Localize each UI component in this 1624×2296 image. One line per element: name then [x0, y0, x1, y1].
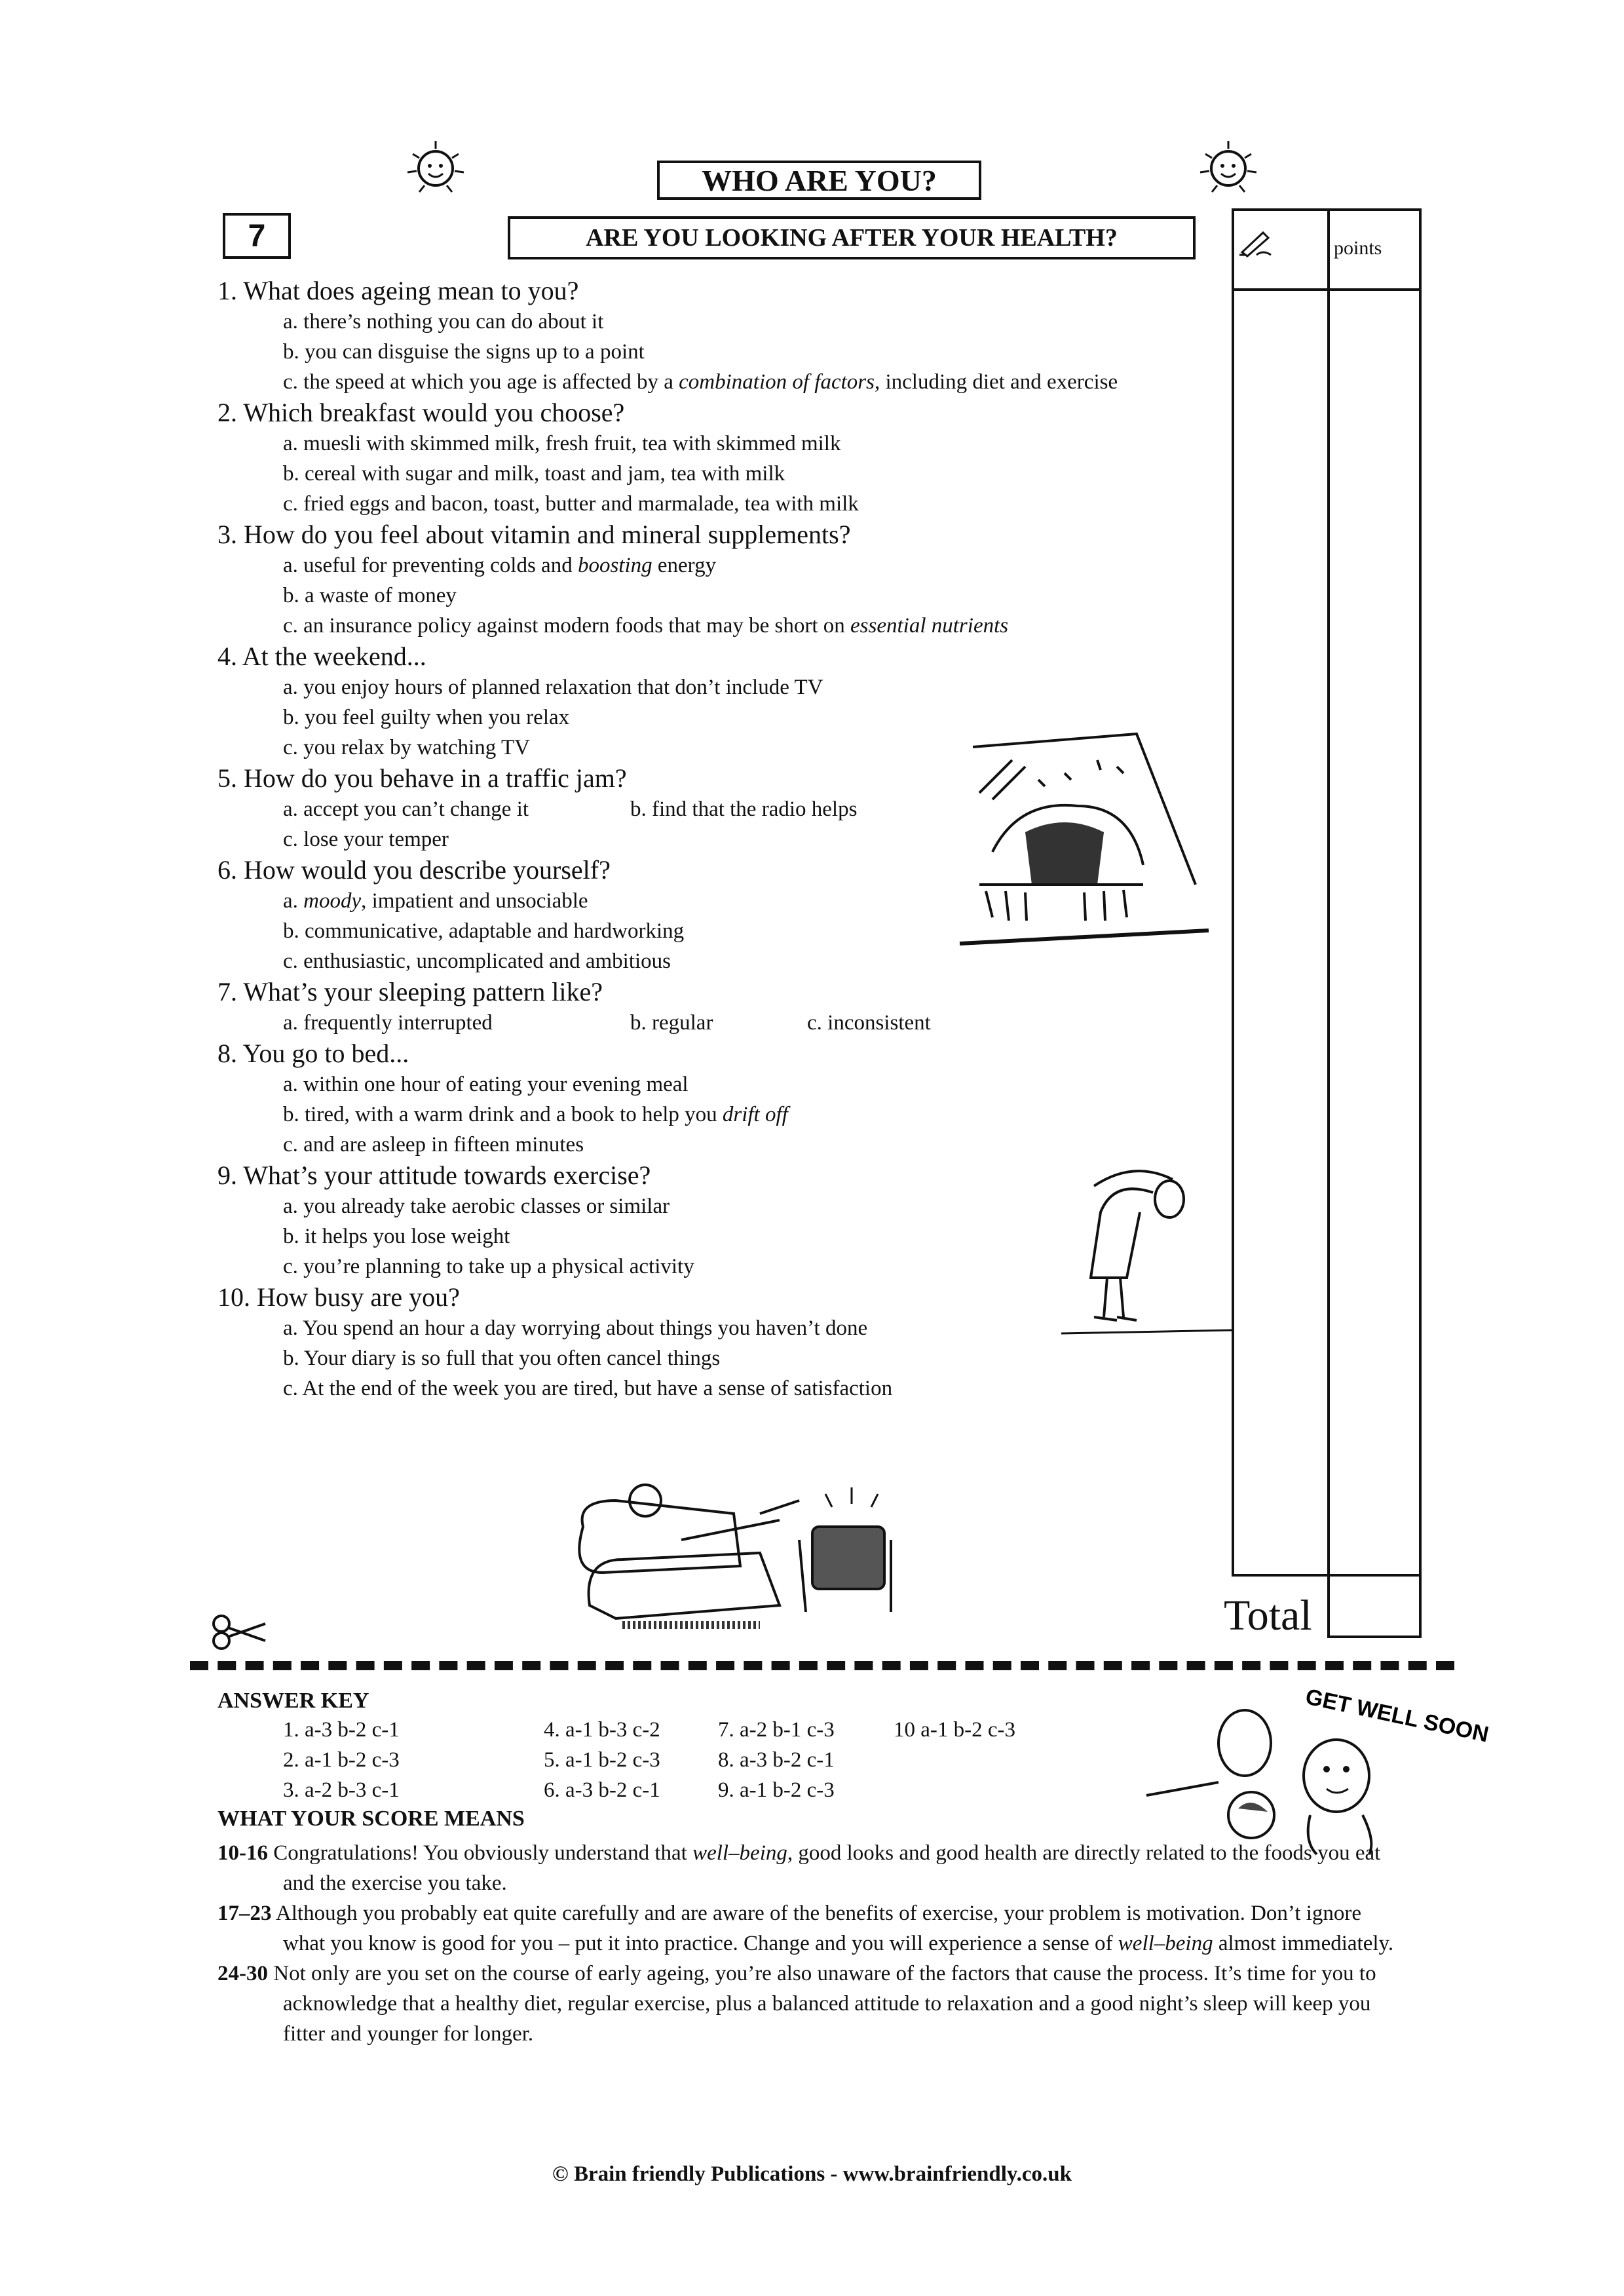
answer-key-item: 2. a-1 b-2 c-3: [283, 1748, 400, 1772]
cut-line: [190, 1661, 1454, 1670]
answer-key-item: 3. a-2 b-3 c-1: [283, 1778, 400, 1802]
answer-key-item: 5. a-1 b-2 c-3: [544, 1748, 660, 1772]
answer-key-item: 6. a-3 b-2 c-1: [544, 1778, 660, 1802]
question-text: 3. How do you feel about vitamin and mineral supplements?: [217, 520, 851, 549]
answer-option[interactable]: [283, 946, 1226, 976]
page-title: WHO ARE YOU?: [657, 161, 981, 200]
answer-option[interactable]: [283, 367, 1226, 397]
answer-key-item: 10 a-1 b-2 c-3: [894, 1718, 1016, 1742]
score-meanings: [217, 1838, 1403, 2049]
score-range: 10-16: [217, 1841, 268, 1865]
question-text: 9. What’s your attitude towards exercise?: [217, 1160, 651, 1190]
option-text: b. cereal with sugar and milk, toast and jam, tea with milk: [283, 462, 785, 486]
option-text: b. it helps you lose weight: [283, 1225, 510, 1248]
worksheet-subtitle: ARE YOU LOOKING AFTER YOUR HEALTH?: [508, 216, 1196, 259]
worksheet-number: 7: [223, 213, 291, 259]
answer-option[interactable]: [283, 1100, 1226, 1130]
answer-option[interactable]: [283, 1343, 1226, 1373]
option-text: a. You spend an hour a day worrying about things you haven’t done: [283, 1316, 868, 1340]
option-text: b. tired, with a warm drink and a book to help you: [283, 1103, 723, 1126]
answer-option[interactable]: a. frequently interrupted: [283, 1011, 493, 1035]
option-text: a. muesli with skimmed milk, fresh fruit, tea with skimmed milk: [283, 432, 841, 455]
answer-option[interactable]: [283, 1373, 1226, 1404]
score-range-description: [217, 1959, 1403, 2049]
answer-option[interactable]: a. accept you can’t change it: [283, 797, 529, 821]
answer-option[interactable]: [283, 611, 1226, 641]
emphasized-text: combination of factors: [679, 370, 875, 394]
sun-face-icon-left: [400, 134, 472, 200]
score-range: 17–23: [217, 1902, 272, 1925]
traffic-jam-driver-illustration: [934, 721, 1222, 950]
option-text: a. there’s nothing you can do about it: [283, 310, 604, 334]
option-text: b. communicative, adaptable and hardworking: [283, 919, 685, 943]
answer-option[interactable]: [283, 672, 1226, 702]
option-text: c. At the end of the week you are tired, but have a sense of satisfaction: [283, 1377, 893, 1400]
answer-option[interactable]: [283, 581, 1226, 611]
answer-key-item: 4. a-1 b-3 c-2: [544, 1718, 660, 1742]
sun-face-icon-right: [1192, 134, 1264, 200]
total-label: Total: [1224, 1592, 1312, 1639]
description-text: Although you probably eat quite carefully and are aware of the benefits of exercise, your problem is motivation. Don’t ignore what you know is good for you – put it into practice. Change and you will experience a sense of: [271, 1902, 1362, 1955]
score-range: 24-30: [217, 1962, 268, 1985]
get-well-soon-illustration: [1140, 1671, 1491, 1854]
option-text: c. an insurance policy against modern foods that may be short on: [283, 614, 851, 638]
get-well-soon-text: GET WELL SOON: [1303, 1684, 1491, 1748]
score-range-description: [217, 1838, 1403, 1898]
answer-key-item: 7. a-2 b-1 c-3: [718, 1718, 835, 1742]
points-column-label: points: [1334, 237, 1382, 259]
question-text: 4. At the weekend...: [217, 641, 426, 671]
description-text: Not only are you set on the course of early ageing, you’re also unaware of the factors that cause the process. It’s time for you to acknowledge that a healthy diet, regular exercise, plus a balanced attitude to relaxation and a good night’s sleep will keep you fitter and younger for longer.: [268, 1962, 1376, 2046]
answer-key-item: 8. a-3 b-2 c-1: [718, 1748, 835, 1772]
option-text: energy: [652, 554, 717, 577]
question-text: 1. What does ageing mean to you?: [217, 276, 579, 305]
question-text: 8. You go to bed...: [217, 1039, 409, 1068]
score-meaning-title: WHAT YOUR SCORE MEANS: [217, 1807, 525, 1831]
option-row: [217, 1008, 1226, 1038]
answer-option[interactable]: [283, 337, 1226, 367]
answer-option[interactable]: [283, 459, 1226, 489]
scissors-icon: [210, 1612, 269, 1651]
option-text: a. within one hour of eating your evening meal: [283, 1073, 689, 1096]
option-text: c. you’re planning to take up a physical activity: [283, 1255, 694, 1278]
description-text: almost immediately.: [1213, 1932, 1394, 1955]
option-text: c. the speed at which you age is affected by a: [283, 370, 679, 394]
option-text: b. Your diary is so full that you often cancel things: [283, 1347, 721, 1370]
answer-option[interactable]: [283, 489, 1226, 519]
answer-option[interactable]: c. inconsistent: [807, 1011, 931, 1035]
emphasized-text: well–being: [1118, 1932, 1213, 1955]
answer-option[interactable]: b. find that the radio helps: [630, 797, 858, 821]
couch-tv-illustration: [563, 1474, 930, 1645]
answer-key-title: ANSWER KEY: [217, 1689, 369, 1713]
option-text: , impatient and unsociable: [361, 889, 588, 913]
option-text: b. you can disguise the signs up to a point: [283, 340, 645, 364]
answer-option[interactable]: b. regular: [630, 1011, 713, 1035]
pen-writing-icon: [1237, 226, 1276, 259]
emphasized-text: well–being: [692, 1841, 787, 1865]
option-text: a. you enjoy hours of planned relaxation that don’t include TV: [283, 676, 823, 699]
option-text: c. you relax by watching TV: [283, 736, 530, 759]
answer-option[interactable]: [283, 429, 1226, 459]
score-range-description: [217, 1898, 1403, 1959]
question-text: 10. How busy are you?: [217, 1282, 460, 1312]
footer-copyright: © Brain friendly Publications - www.brainfriendly.co.uk: [552, 2162, 1072, 2186]
option-text: a. useful for preventing colds and: [283, 554, 578, 577]
option-text: c. and are asleep in fifteen minutes: [283, 1133, 584, 1157]
answer-option[interactable]: [283, 1069, 1226, 1100]
description-text: Congratulations! You obviously understand that: [268, 1841, 693, 1865]
description-text: , good looks and good health are directly related to the foods you eat and the exercise you take.: [283, 1841, 1381, 1895]
score-column: [1232, 208, 1422, 1637]
option-text: a. you already take aerobic classes or similar: [283, 1195, 670, 1218]
answer-option[interactable]: [283, 550, 1226, 581]
question-text: 5. How do you behave in a traffic jam?: [217, 763, 627, 793]
option-text: c. enthusiastic, uncomplicated and ambitious: [283, 949, 671, 973]
option-text: a.: [283, 889, 304, 913]
answer-key-item: 1. a-3 b-2 c-1: [283, 1718, 400, 1742]
question-text: 2. Which breakfast would you choose?: [217, 398, 625, 427]
option-text: c. fried eggs and bacon, toast, butter and marmalade, tea with milk: [283, 492, 859, 516]
answer-key-item: 9. a-1 b-2 c-3: [718, 1778, 835, 1802]
option-text: c. lose your temper: [283, 828, 449, 851]
emphasized-text: essential nutrients: [850, 614, 1009, 638]
option-text: , including diet and exercise: [874, 370, 1118, 394]
answer-option[interactable]: [283, 307, 1226, 337]
person-bending-illustration: [1055, 1153, 1238, 1343]
question-text: 6. How would you describe yourself?: [217, 855, 611, 885]
emphasized-text: moody: [303, 889, 362, 913]
option-text: b. a waste of money: [283, 584, 457, 607]
emphasized-text: drift off: [722, 1103, 788, 1126]
emphasized-text: boosting: [577, 554, 652, 577]
question-text: 7. What’s your sleeping pattern like?: [217, 977, 603, 1006]
option-text: b. you feel guilty when you relax: [283, 706, 570, 729]
